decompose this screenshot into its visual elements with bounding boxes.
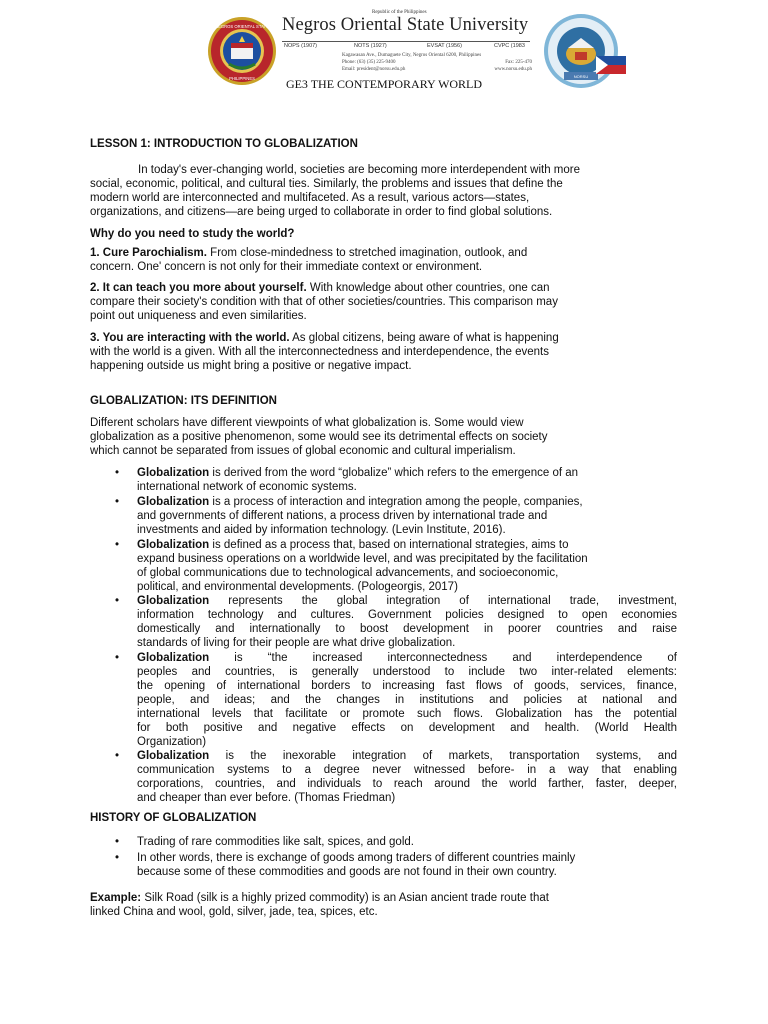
definition-text: corporations, countries, and individuals to reach around the world farther, faster, deeper, (137, 778, 677, 790)
header-divider (282, 41, 530, 42)
reason-label: 1. Cure Parochialism. (90, 247, 207, 259)
term: Globalization (137, 467, 210, 479)
definition-intro-line: globalization as a positive phenomenon, some would see its detrimental effects on society (90, 431, 548, 443)
term: Globalization (137, 539, 210, 551)
term: Globalization (137, 595, 210, 607)
svg-text:PHILIPPINES: PHILIPPINES (229, 76, 255, 81)
definition-item (137, 466, 578, 480)
svg-text:NORSU: NORSU (573, 74, 589, 79)
intro-paragraph-line: modern world are interconnected and multifaceted. As a result, various actors—states, (90, 192, 530, 204)
reason-text: As global citizens, being aware of what is happening (289, 332, 559, 344)
bullet-icon: • (115, 836, 120, 848)
reason-item (90, 246, 527, 260)
definition-text: is derived from the word “globalize” which refers to the emergence of an (209, 467, 579, 479)
history-item: because some of these commodities and goods are not found in their own country. (137, 866, 557, 878)
definition-item (137, 495, 583, 509)
svg-text:NEGROS ORIENTAL STATE: NEGROS ORIENTAL STATE (215, 24, 269, 29)
definition-text: for both positive and negative effects on development and health. (World Health (137, 722, 677, 734)
bullet-icon: • (115, 750, 120, 762)
definition-text: political, and environmental developments. (Pologeorgis, 2017) (137, 581, 458, 593)
example-label: Example: (90, 892, 142, 904)
history-item: In other words, there is exchange of goods among traders of different countries mainly (137, 852, 576, 864)
bullet-icon: • (115, 496, 120, 508)
definition-text: the opening of international borders to increasing fast flows of goods, services, finance, (137, 680, 677, 692)
definition-heading: GLOBALIZATION: ITS DEFINITION (90, 395, 277, 407)
definition-text: investments and aided by information technology. (Levin Institute, 2016). (137, 524, 506, 536)
definition-item (137, 538, 568, 552)
intro-paragraph-line: organizations, and citizens—are being urged to collaborate in order to find global solutions. (90, 206, 553, 218)
reason-item (90, 331, 559, 345)
definition-text: standards of living for their people are what drive globalization. (137, 637, 456, 649)
definition-text: is “the increased interconnectedness and interdependence of (209, 652, 677, 664)
reason-text: concern. One' concern is not only for their immediate context or environment. (90, 261, 483, 273)
fax: Fax: 225-470 (505, 60, 532, 65)
bullet-icon: • (115, 595, 120, 607)
definition-item (137, 749, 677, 763)
example-text: Silk Road (silk is a highly prized commodity) is an Asian ancient trade route that (141, 892, 549, 904)
example-text: linked China and wool, gold, silver, jade, tea, spices, etc. (90, 906, 378, 918)
reason-label: 3. You are interacting with the world. (90, 332, 290, 344)
why-study-heading: Why do you need to study the world? (90, 228, 295, 240)
reason-label: 2. It can teach you more about yourself. (90, 282, 307, 294)
flag-icon (596, 56, 626, 74)
reason-text: happening outside us might bring a positive or negative impact. (90, 360, 412, 372)
address-line: Kagawasan Ave., Dumaguete City, Negros Oriental 6200, Philippines (342, 53, 482, 58)
course-title: GE3 THE CONTEMPORARY WORLD (285, 77, 483, 91)
intro-paragraph-line: social, economic, political, and cultural ties. Similarly, the problems and issues that define the (90, 178, 563, 190)
phone: Phone: (63) (35) 225-9400 (342, 60, 396, 65)
accreditation-item: CVPC (1983 (494, 43, 525, 49)
definition-item (137, 594, 677, 608)
bullet-icon: • (115, 652, 120, 664)
history-item: Trading of rare commodities like salt, spices, and gold. (137, 836, 414, 848)
email-line (342, 67, 532, 72)
definition-text: is a process of interaction and integration among the people, companies, (209, 496, 583, 508)
definition-text: and governments of different nations, a process driven by international trade and (137, 510, 548, 522)
example-line (90, 891, 549, 905)
definition-text: information technology and cultures. Government policies designed to open economies (137, 609, 677, 621)
intro-paragraph-line: In today's ever-changing world, societies are becoming more interdependent with more (138, 164, 580, 176)
accreditation-item: NOTS (1927) (354, 43, 387, 49)
definition-text: and cheaper than ever before. (Thomas Friedman) (137, 792, 396, 804)
bullet-icon: • (115, 852, 120, 864)
bullet-icon: • (115, 467, 120, 479)
reason-text: From close-mindedness to stretched imagination, outlook, and (206, 247, 528, 259)
lesson-title: LESSON 1: INTRODUCTION TO GLOBALIZATION (90, 138, 358, 150)
definition-intro-line: which cannot be separated from issues of global economic and cultural imperialism. (90, 445, 516, 457)
term: Globalization (137, 750, 210, 762)
reason-text: with the world is a given. With all the interconnectedness and interdependence, the events (90, 346, 550, 358)
history-heading: HISTORY OF GLOBALIZATION (90, 812, 257, 824)
norsu-seal-logo (207, 16, 277, 86)
reason-text: With knowledge about other countries, one can (306, 282, 550, 294)
definition-text: domestically and internationally to boost development in poorer countries and raise (137, 623, 677, 635)
definition-text: is defined as a process that, based on international strategies, aims to (209, 539, 569, 551)
definition-text: people, and ideas; and the changes in institutions and policies at national and (137, 694, 677, 706)
term: Globalization (137, 652, 210, 664)
definition-text: represents the global integration of international trade, investment, (209, 595, 677, 607)
phone-line (342, 60, 532, 65)
definition-text: expand business operations on a worldwide level, and was precipitated by the facilitation (137, 553, 588, 565)
reason-text: point out uniqueness and even similarities. (90, 310, 307, 322)
reason-text: compare their society's condition with that of other societies/countries. This comparison may (90, 296, 558, 308)
definition-intro-line: Different scholars have different viewpoints of what globalization is. Some would view (90, 417, 524, 429)
university-name: Negros Oriental State University (282, 15, 529, 35)
accreditation-item: EVSAT (1956) (427, 43, 462, 49)
definition-text: is the inexorable integration of markets, transportation systems, and (209, 750, 677, 762)
definition-text: international levels that facilitate or promote such flows. Globalization has the potential (137, 708, 677, 720)
accreditation-row (282, 43, 532, 50)
reason-item (90, 281, 550, 295)
definition-item (137, 651, 677, 665)
accreditation-item: NOPS (1907) (284, 43, 318, 49)
definition-text: of global communications due to technological advancements, and socioeconomic, (137, 567, 559, 579)
bullet-icon: • (115, 539, 120, 551)
definition-text: Organization) (137, 736, 207, 748)
definition-text: communication systems to a degree never witnessed before- in a way that enabling (137, 764, 677, 776)
definition-text: peoples and countries, is generally understood to include two inter-related elements: (137, 666, 677, 678)
email: Email: president@norsu.edu.ph (342, 67, 406, 72)
website: www.norsu.edu.ph (494, 67, 532, 72)
term: Globalization (137, 496, 210, 508)
definition-text: international network of economic systems. (137, 481, 357, 493)
republic-line: Republic of the Philippines (372, 10, 427, 15)
